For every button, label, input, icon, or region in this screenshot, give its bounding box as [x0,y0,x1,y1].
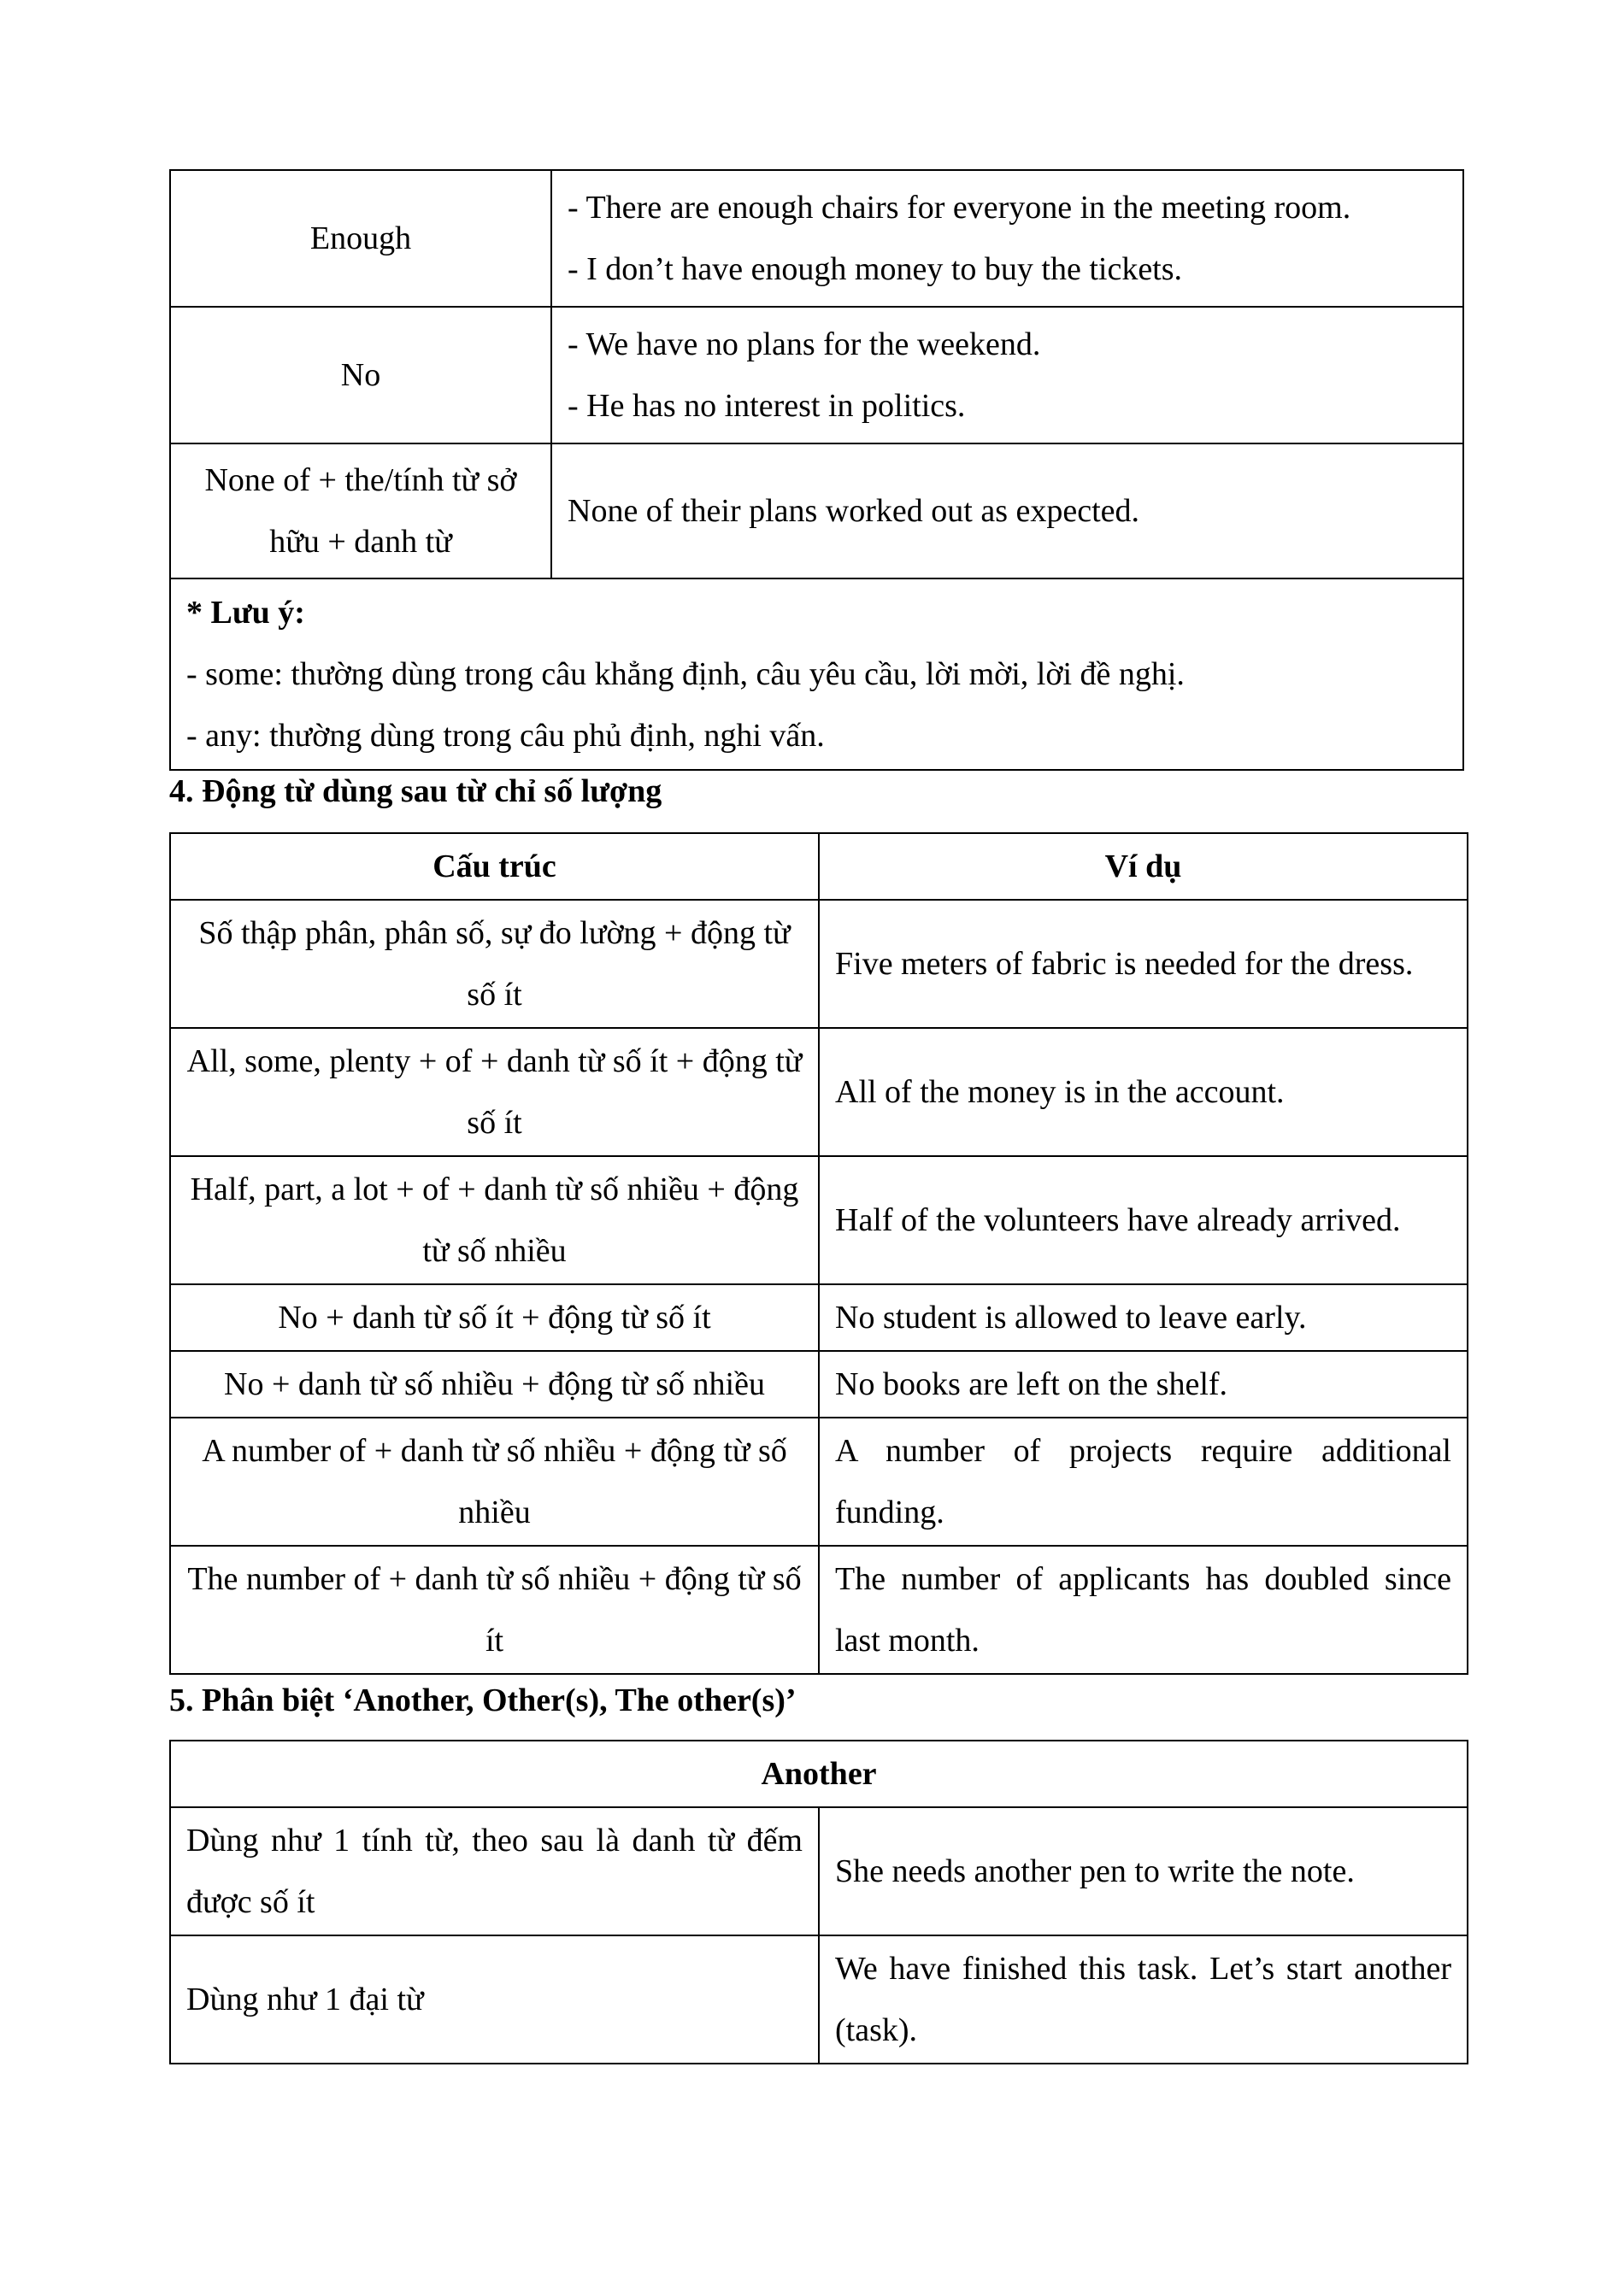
quantifier-term: None of + the/tính từ sở hữu + danh từ [170,443,551,578]
usage-cell: Dùng như 1 tính từ, theo sau là danh từ đếm được số ít [170,1807,819,1935]
structure-cell: A number of + danh từ số nhiều + động từ số nhiều [170,1418,819,1546]
quantifier-term: No [170,307,551,443]
section-heading: 5. Phân biệt ‘Another, Other(s), The other(s)’ [169,1682,797,1718]
table-row [170,900,1468,1028]
quantifier-examples [551,443,1463,578]
quantifier-examples [551,307,1463,443]
table-row [170,1935,1468,2064]
table-row [170,1351,1468,1418]
structure-cell: No + danh từ số ít + động từ số ít [170,1284,819,1351]
table-row [170,170,1463,307]
table-row [170,1418,1468,1546]
example-cell: No books are left on the shelf. [819,1351,1468,1418]
example-cell: All of the money is in the account. [819,1028,1468,1156]
table-header-row [170,1741,1468,1807]
example-line: - He has no interest in politics. [568,388,966,424]
example-line: - We have no plans for the weekend. [568,326,1041,362]
table-row [170,1807,1468,1935]
note-line: - some: thường dùng trong câu khẳng định, câu yêu cầu, lời mời, lời đề nghị. [186,656,1185,692]
verb-agreement-table [169,832,1468,1675]
structure-cell: Half, part, a lot + of + danh từ số nhiều + động từ số nhiều [170,1156,819,1284]
another-table [169,1740,1468,2064]
note-line: - any: thường dùng trong câu phủ định, nghi vấn. [186,718,825,754]
section-heading: 4. Động từ dùng sau từ chỉ số lượng [169,773,662,809]
table-row [170,443,1463,578]
structure-cell: The number of + danh từ số nhiều + động từ số ít [170,1546,819,1674]
example-cell: Five meters of fabric is needed for the dress. [819,900,1468,1028]
table-title: Another [170,1741,1468,1807]
note-title: * Lưu ý: [186,595,305,631]
structure-cell: No + danh từ số nhiều + động từ số nhiều [170,1351,819,1418]
example-cell: She needs another pen to write the note. [819,1807,1468,1935]
structure-cell: Số thập phân, phân số, sự đo lường + động từ số ít [170,900,819,1028]
table-row [170,307,1463,443]
example-line: None of their plans worked out as expected. [568,493,1140,529]
table-row [170,1028,1468,1156]
example-cell: We have finished this task. Let’s start another (task). [819,1935,1468,2064]
quantifier-examples [551,170,1463,307]
example-line: - I don’t have enough money to buy the tickets. [568,251,1183,287]
table-row [170,1284,1468,1351]
column-header-example: Ví dụ [819,833,1468,900]
example-cell: A number of projects require additional funding. [819,1418,1468,1546]
example-line: - There are enough chairs for everyone in the meeting room. [568,190,1351,226]
usage-cell: Dùng như 1 đại từ [170,1935,819,2064]
example-cell: Half of the volunteers have already arrived. [819,1156,1468,1284]
column-header-structure: Cấu trúc [170,833,819,900]
example-cell: No student is allowed to leave early. [819,1284,1468,1351]
quantifier-term: Enough [170,170,551,307]
structure-cell: All, some, plenty + of + danh từ số ít + động từ số ít [170,1028,819,1156]
table-row [170,1546,1468,1674]
quantifier-table [169,169,1464,771]
note-cell [170,578,1463,770]
table-row [170,1156,1468,1284]
note-row [170,578,1463,770]
example-cell: The number of applicants has doubled since last month. [819,1546,1468,1674]
table-header-row [170,833,1468,900]
